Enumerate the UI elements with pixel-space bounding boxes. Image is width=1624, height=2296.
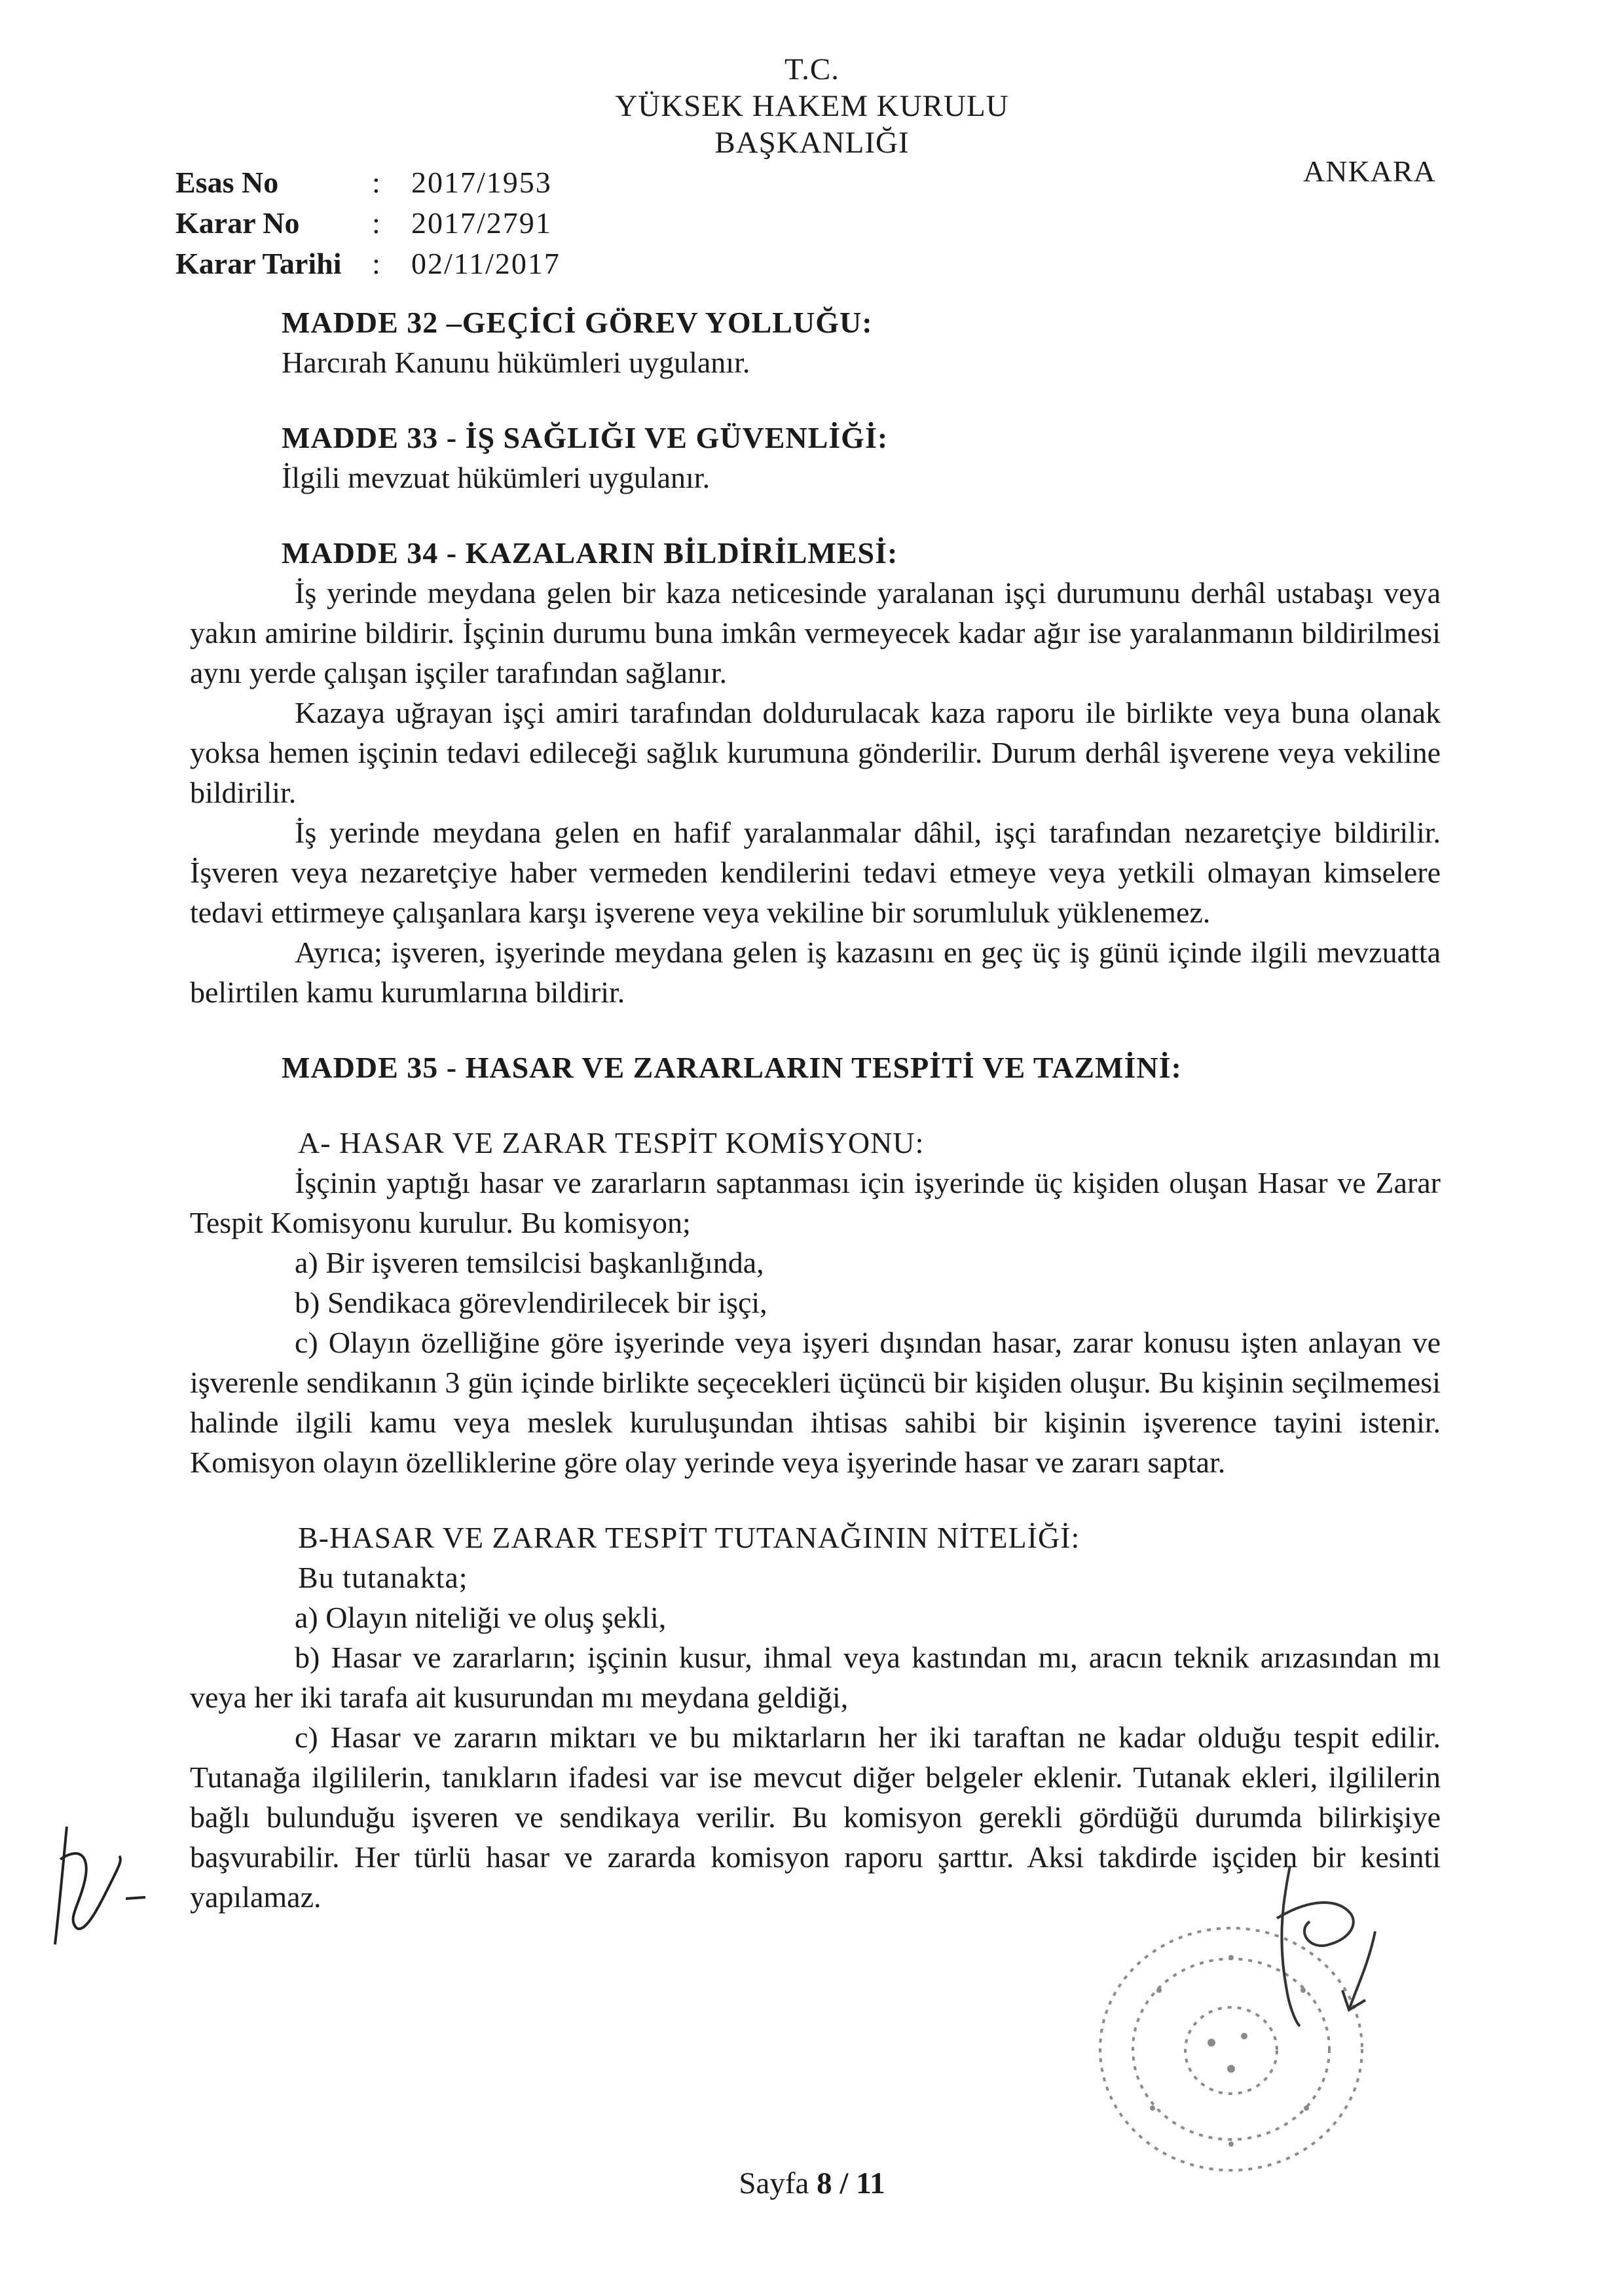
- header-institution: YÜKSEK HAKEM KURULU: [615, 89, 1009, 123]
- meta-value: 2017/2791: [411, 206, 552, 240]
- section-b-item: a) Olayın niteliği ve oluş şekli,: [295, 1601, 667, 1634]
- header-tc: T.C.: [784, 52, 840, 86]
- section-a-title: A- HASAR VE ZARAR TESPİT KOMİSYONU:: [298, 1126, 925, 1159]
- handwritten-signature: [1238, 1859, 1395, 2030]
- article-34-paragraph: İş yerinde meydana gelen bir kaza neticesinde yaralanan işçi durumunu derhâl ustabaşı veya yakın amirine bildirir. İşçinin durumu buna imkân vermeyecek kadar ağır ise yaralanmanın bildirilmesi aynı yerde çalışan işçiler tarafından sağlanır.: [190, 576, 1441, 689]
- section-b-title: B-HASAR VE ZARAR TESPİT TUTANAĞININ NİTELİĞİ:: [298, 1521, 1080, 1554]
- article-34-title: MADDE 34 - KAZALARIN BİLDİRİLMESİ:: [282, 536, 898, 570]
- meta-value: 2017/1953: [411, 166, 552, 199]
- document-body: [190, 302, 1441, 1917]
- article-34-paragraph: Ayrıca; işveren, işyerinde meydana gelen iş kazasını en geç üç iş günü içinde ilgili mevzuatta belirtilen kamu kurumlarına bildirir.: [190, 936, 1441, 1009]
- meta-colon: :: [372, 206, 380, 240]
- article-32-title: MADDE 32 –GEÇİCİ GÖREV YOLLUĞU:: [282, 306, 873, 339]
- section-a-item: c) Olayın özelliğine göre işyerinde veya işyeri dışından hasar, zarar konusu işten anlayan ve işverenle sendikanın 3 gün içinde birlikte seçecekleri üçüncü bir kişiden oluşur. Bu kişinin seçilmemesi halinde ilgili kamu veya meslek kuruluşundan ihtisas sahibi bir kişinin işverence tayini istenir. Komisyon olayın özelliklerine göre olay yerinde veya işyerinde hasar ve zararı saptar.: [190, 1326, 1441, 1479]
- page-number-value: 8 / 11: [817, 2166, 885, 2200]
- case-meta: [175, 162, 561, 284]
- meta-key: Esas No: [175, 166, 279, 199]
- section-b-item: b) Hasar ve zararların; işçinin kusur, ihmal veya kastından mı, aracın teknik arızasından mı veya her iki tarafa ait kusurundan mı meydana geldiği,: [190, 1641, 1441, 1714]
- article-33-text: İlgili mevzuat hükümleri uygulanır.: [282, 461, 710, 494]
- meta-key: Karar Tarihi: [175, 247, 342, 280]
- section-b-intro: Bu tutanakta;: [298, 1561, 468, 1594]
- article-33-title: MADDE 33 - İŞ SAĞLIĞI VE GÜVENLİĞİ:: [282, 421, 889, 454]
- article-35-title: MADDE 35 - HASAR VE ZARARLARIN TESPİTİ VE TAZMİNİ:: [282, 1051, 1182, 1084]
- meta-key: Karar No: [175, 206, 300, 240]
- article-32-text: Harcırah Kanunu hükümleri uygulanır.: [282, 346, 750, 379]
- header-presidency: BAŞKANLIĞI: [714, 126, 910, 160]
- section-a-item: b) Sendikaca görevlendirilecek bir işçi,: [295, 1286, 767, 1319]
- meta-row-karar: [175, 203, 561, 244]
- section-a-intro: İşçinin yaptığı hasar ve zararların saptanması için işyerinde üç kişiden oluşan Hasar ve Zarar Tespit Komisyonu kurulur. Bu komisyon;: [190, 1166, 1441, 1239]
- meta-value: 02/11/2017: [411, 247, 561, 280]
- article-34-paragraph: İş yerinde meydana gelen en hafif yaralanmalar dâhil, işçi tarafından nezaretçiye bildirilir. İşveren veya nezaretçiye haber vermeden kendilerini tedavi etmeye veya yetkili olmayan kimselere tedavi ettirmeye çalışanlara karşı işverene veya vekiline bir sorumluluk yüklenemez.: [190, 816, 1441, 929]
- section-a-item: a) Bir işveren temsilcisi başkanlığında,: [295, 1246, 764, 1279]
- meta-colon: :: [372, 247, 380, 280]
- article-34-paragraph: Kazaya uğrayan işçi amiri tarafından doldurulacak kaza raporu ile birlikte veya buna olanak yoksa hemen işçinin tedavi edileceği sağlık kurumuna gönderilir. Durum derhâl işverene veya vekiline bildirilir.: [190, 696, 1441, 809]
- section-b-item: c) Hasar ve zararın miktarı ve bu miktarların her iki taraftan ne kadar olduğu tespit edilir. Tutanağa ilgililerin, tanıkların ifadesi var ise mevcut diğer belgeler eklenir. Tutanak ekleri, ilgililerin bağlı bulunduğu işveren ve sendikaya verilir. Bu komisyon gerekli gördüğü durumda bilirkişiye başvurabilir. Her türlü hasar ve zararda komisyon raporu şarttır. Aksi takdirde işçiden bir kesinti yapılamaz.: [190, 1721, 1441, 1914]
- meta-row-esas: [175, 162, 561, 203]
- page-number-prefix: Sayfa: [739, 2166, 817, 2200]
- handwritten-initials-signature: [41, 1820, 152, 1951]
- page-number: [0, 2166, 1624, 2201]
- header-city: ANKARA: [1303, 155, 1436, 188]
- meta-colon: :: [372, 166, 380, 199]
- meta-row-tarih: [175, 244, 561, 284]
